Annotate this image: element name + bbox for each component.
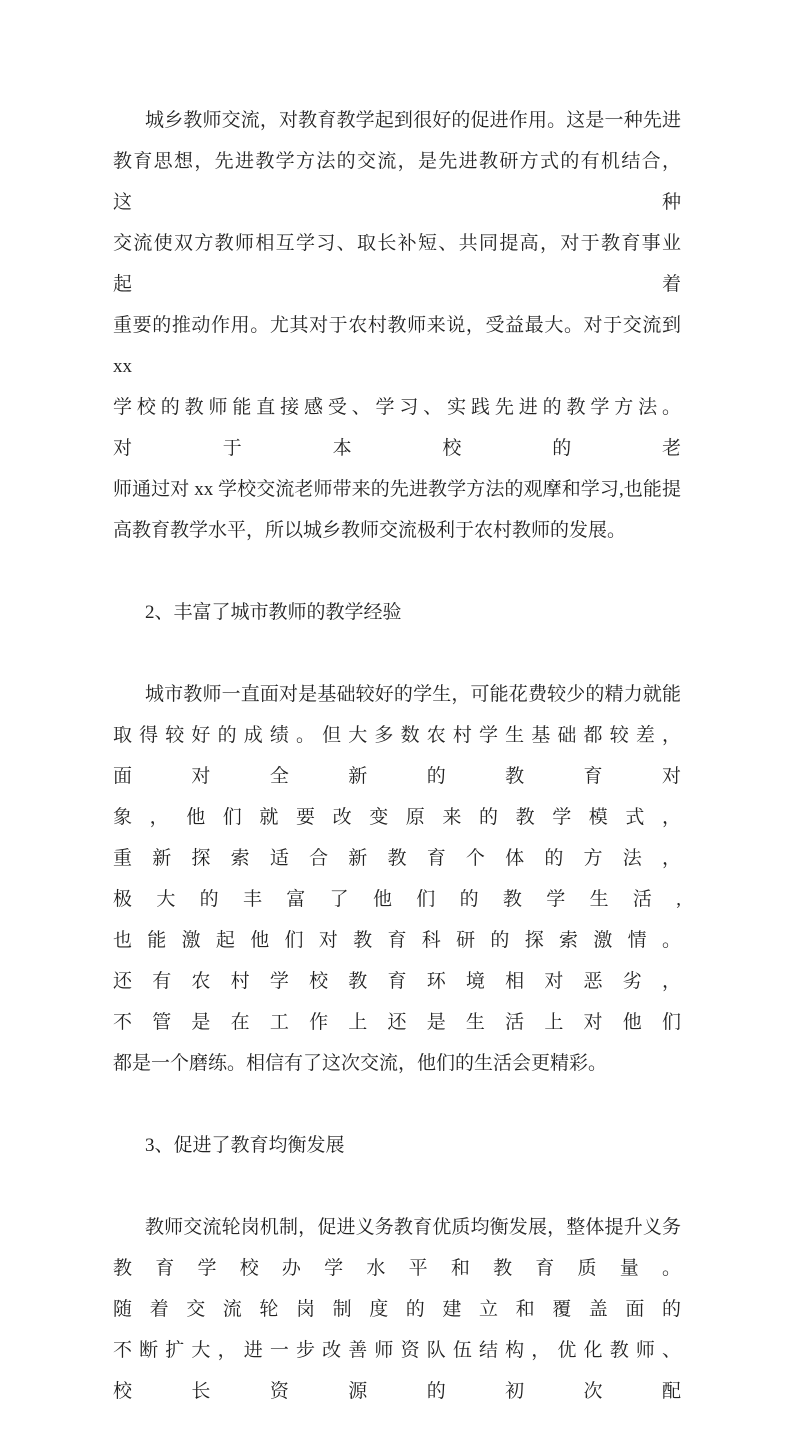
text-line: 不断扩大，进一步改善师资队伍结构，优化教师、校长资源的初次配 [113, 1340, 681, 1402]
text-line: 城乡教师交流，对教育教学起到很好的促进作用。这是一种先进 [145, 110, 681, 131]
paragraph [113, 1207, 681, 1412]
paragraph [113, 100, 686, 551]
text-line: 高教育教学水平，所以城乡教师交流极利于农村教师的发展。 [113, 520, 627, 541]
text-line: 师通过对 xx 学校交流老师带来的先进教学方法的观摩和学习,也能提 [113, 479, 681, 500]
text-line: 3、促进了教育均衡发展 [145, 1135, 345, 1156]
text-line: 教育学校办学水平和教育质量。随着交流轮岗制度的建立和覆盖面的 [113, 1258, 681, 1320]
text-line: 重要的推动作用。尤其对于农村教师来说，受益最大。对于交流到 xx [113, 315, 686, 377]
text-line: 都是一个磨练。相信有了这次交流，他们的生活会更精彩。 [113, 1053, 608, 1074]
document-content [113, 100, 686, 1453]
text-line: 交流使双方教师相互学习、取长补短、共同提高，对于教育事业 起着 [113, 233, 686, 295]
section-heading [113, 592, 681, 633]
text-line: 还有农村学校教育环境相对恶劣，不管是在工作上还是生活上对他们 [113, 971, 681, 1033]
text-line: 2、丰富了城市教师的教学经验 [145, 602, 402, 623]
text-line: 学校的教师能直接感受、学习、实践先进的教学方法。对于本校的老 [113, 397, 681, 459]
section-heading [113, 1125, 681, 1166]
text-line: 象，他们就要改变原来的教学模式，重新探索适合新教育个体的方法， [113, 807, 681, 869]
paragraph [113, 674, 681, 1084]
text-line: 教师交流轮岗机制，促进义务教育优质均衡发展，整体提升义务 [145, 1217, 681, 1238]
text-line: 取得较好的成绩。但大多数农村学生基础都较差，面对全新的教育对 [113, 725, 681, 787]
text-line: 城市教师一直面对是基础较好的学生，可能花费较少的精力就能 [145, 684, 681, 705]
text-line: 极大的丰富了他们的教学生活,也能激起他们对教育科研的探索激情。 [113, 889, 681, 951]
text-line: 教育思想，先进教学方法的交流，是先进教研方式的有机结合， 这种 [113, 151, 686, 213]
